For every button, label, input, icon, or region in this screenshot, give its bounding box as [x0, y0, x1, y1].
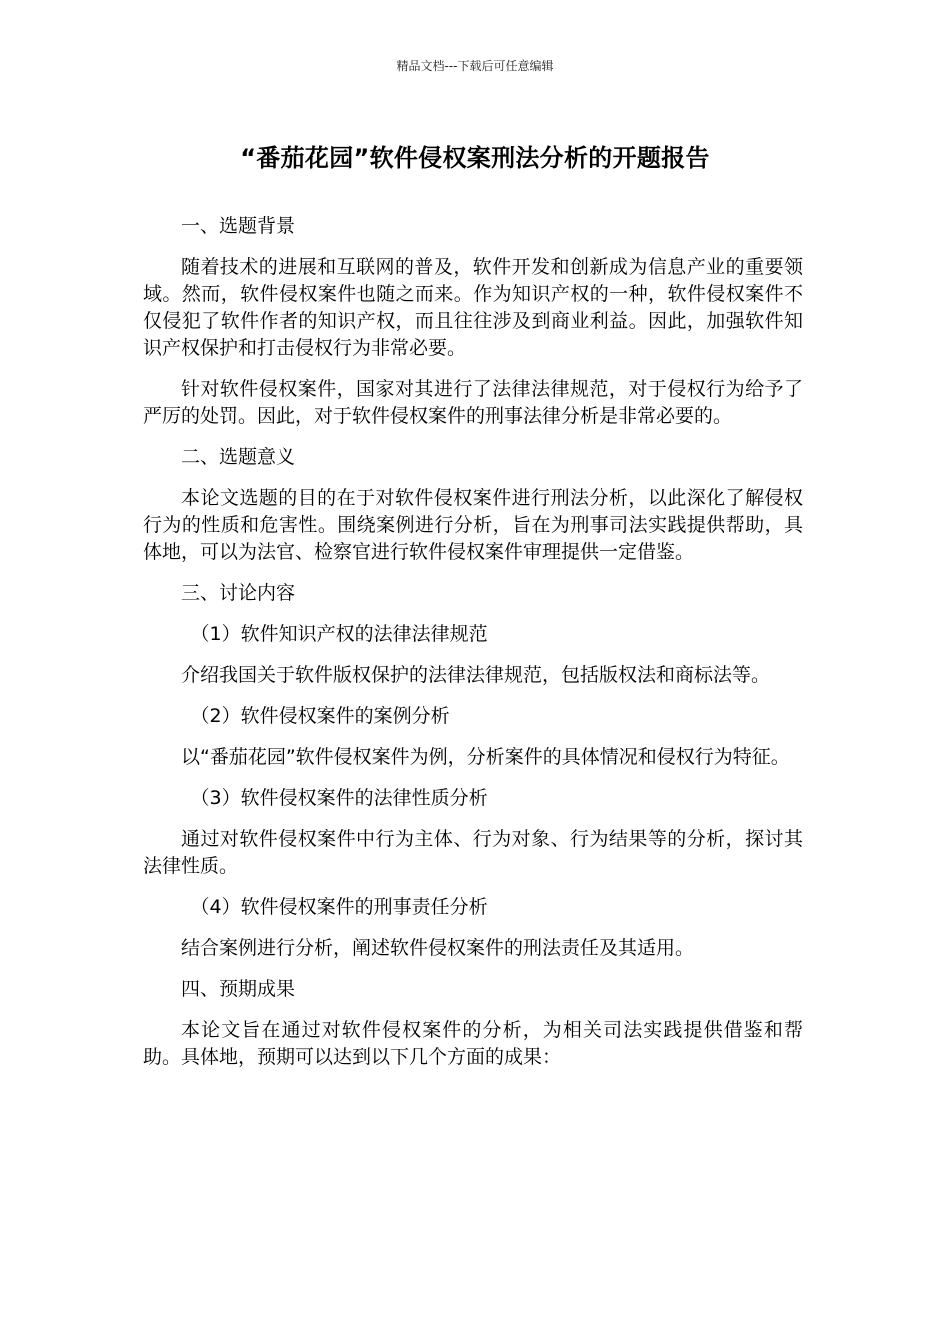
section-heading-research-content: 三、讨论内容 [181, 582, 296, 604]
section-heading-expected-results: 四、预期成果 [181, 978, 296, 1000]
paragraph-legal-norms: 介绍我国关于软件版权保护的法律法律规范，包括版权法和商标法等。 [181, 664, 771, 686]
page-watermark-header: 精品文档---下载后可任意编辑 [396, 59, 554, 73]
subheading-legal-norms: （1）软件知识产权的法律法律规范 [190, 623, 488, 645]
paragraph-significance: 本论文选题的目的在于对软件侵权案件进行刑法分析，以此深化了解侵权行为的性质和危害性。围绕案例进行分析，旨在为刑事司法实践提供帮助，具体地，可以为法官、检察官进行软件侵权案件审理提供一定借鉴。 [143, 487, 803, 563]
document-body [143, 213, 803, 1085]
paragraph-legal-nature: 通过对软件侵权案件中行为主体、行为对象、行为结果等的分析，探讨其法律性质。 [143, 828, 803, 877]
subheading-case-analysis: （2）软件侵权案件的案例分析 [190, 705, 450, 727]
subheading-legal-nature: （3）软件侵权案件的法律性质分析 [190, 787, 488, 809]
paragraph-background-2: 针对软件侵权案件，国家对其进行了法律法律规范，对于侵权行为给予了严厉的处罚。因此，对于软件侵权案件的刑事法律分析是非常必要的。 [143, 378, 803, 427]
section-heading-significance: 二、选题意义 [181, 446, 296, 468]
document-title: “番茄花园”软件侵权案刑法分析的开题报告 [240, 144, 710, 172]
section-heading-background: 一、选题背景 [181, 215, 296, 237]
paragraph-background-1: 随着技术的进展和互联网的普及，软件开发和创新成为信息产业的重要领域。然而，软件侵权案件也随之而来。作为知识产权的一种，软件侵权案件不仅侵犯了软件作者的知识产权，而且往往涉及到商业利益。因此，加强软件知识产权保护和打击侵权行为非常必要。 [143, 256, 803, 359]
paragraph-criminal-liability: 结合案例进行分析，阐述软件侵权案件的刑法责任及其适用。 [181, 937, 695, 959]
paragraph-expected-results: 本论文旨在通过对软件侵权案件的分析，为相关司法实践提供借鉴和帮助。具体地，预期可以达到以下几个方面的成果： [143, 1019, 803, 1068]
subheading-criminal-liability: （4）软件侵权案件的刑事责任分析 [190, 896, 488, 918]
paragraph-case-analysis: 以“番茄花园”软件侵权案件为例，分析案件的具体情况和侵权行为特征。 [181, 746, 790, 768]
